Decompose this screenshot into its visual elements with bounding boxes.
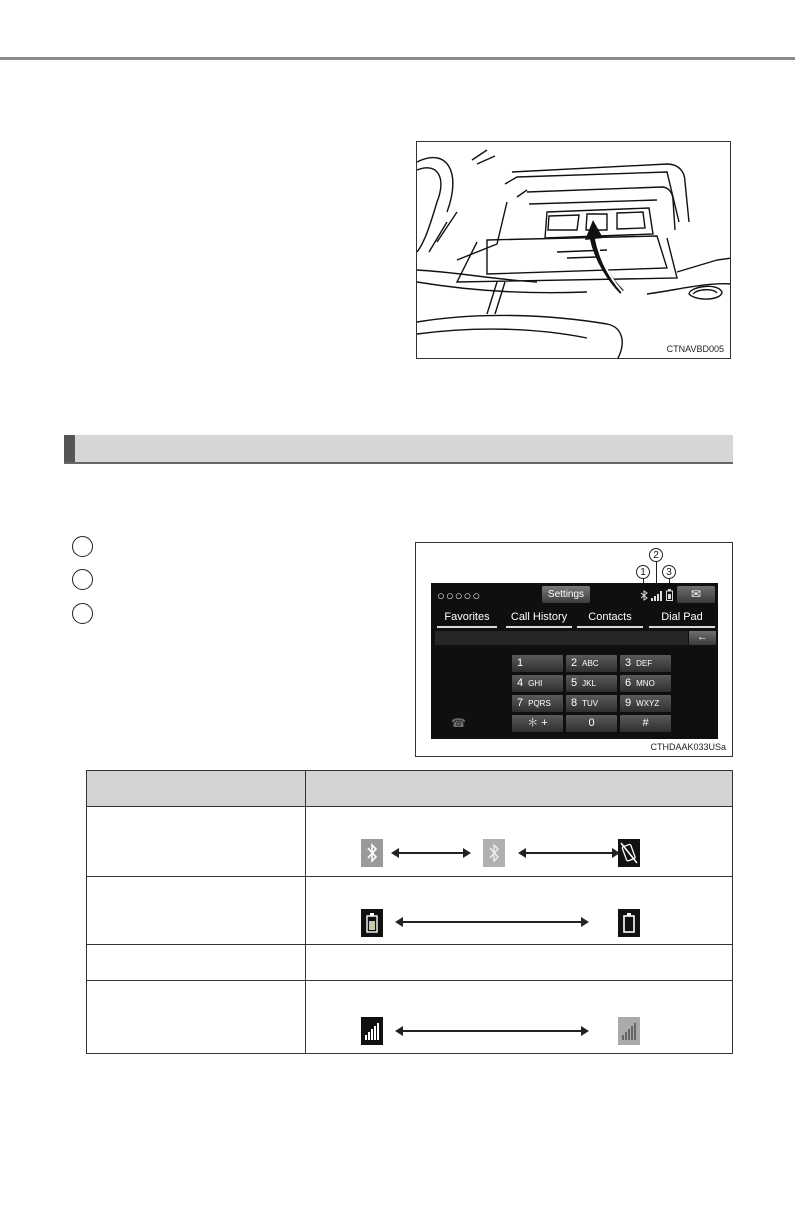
signal-strength-icon xyxy=(361,1017,383,1045)
key-letters: WXYZ xyxy=(636,699,660,708)
phone-handset-icon[interactable]: ☎ xyxy=(451,716,466,730)
number-input[interactable] xyxy=(435,631,688,645)
settings-button[interactable]: Settings xyxy=(542,586,590,603)
key-number: 7 xyxy=(517,697,524,709)
dial-key-1[interactable] xyxy=(512,655,563,672)
dial-key-5[interactable] xyxy=(566,675,617,692)
dial-key-7[interactable] xyxy=(512,695,563,712)
key-number: 1 xyxy=(517,657,524,669)
dial-key-3[interactable] xyxy=(620,655,671,672)
table-row-signal xyxy=(87,981,732,1053)
key-number: 4 xyxy=(517,677,524,689)
key-number: 6 xyxy=(625,677,632,689)
phone-screen-figure xyxy=(415,542,733,757)
column-divider xyxy=(305,945,306,980)
column-divider xyxy=(305,877,306,944)
dial-key-8[interactable] xyxy=(566,695,617,712)
column-divider xyxy=(305,771,306,806)
tab-call-history[interactable]: Call History xyxy=(506,609,572,628)
mail-icon[interactable]: ✉ xyxy=(677,586,715,603)
dial-key-4[interactable] xyxy=(512,675,563,692)
overhead-console-illustration xyxy=(417,142,731,359)
key-number: 2 xyxy=(571,657,578,669)
overhead-console-figure xyxy=(416,141,731,359)
key-number: 9 xyxy=(625,697,632,709)
callout-3: 3 xyxy=(662,565,676,579)
key-letters: GHI xyxy=(528,679,543,688)
list-marker-3 xyxy=(72,603,93,624)
key-letters: PQRS xyxy=(528,699,551,708)
dial-key-9[interactable] xyxy=(620,695,671,712)
list-marker-1 xyxy=(72,536,93,557)
key-letters: DEF xyxy=(636,659,653,668)
table-row-plain xyxy=(87,945,732,981)
key-number: 3 xyxy=(625,657,632,669)
table-row-battery xyxy=(87,877,732,945)
backspace-icon[interactable]: ← xyxy=(689,631,716,645)
table-row-connection xyxy=(87,807,732,877)
tab-contacts[interactable]: Contacts xyxy=(577,609,643,628)
signal-strength-icon xyxy=(618,1017,640,1045)
double-arrow xyxy=(397,1030,587,1032)
dial-key-hash[interactable]: # xyxy=(620,715,671,732)
table-header-row xyxy=(87,771,732,807)
double-arrow xyxy=(393,852,469,854)
dial-key-0[interactable]: 0 xyxy=(566,715,617,732)
tab-favorites[interactable]: Favorites xyxy=(437,609,497,628)
key-letters: ABC xyxy=(582,659,599,668)
phone-not-connected-icon xyxy=(618,839,640,867)
dial-key-6[interactable] xyxy=(620,675,671,692)
key-letters: JKL xyxy=(582,679,596,688)
battery-icon xyxy=(361,909,383,937)
key-letters: TUV xyxy=(582,699,599,708)
section-accent xyxy=(64,435,75,462)
section-header-bar xyxy=(64,435,733,464)
list-marker-2 xyxy=(72,569,93,590)
device-name-placeholder: ○○○○○ xyxy=(437,588,482,603)
bluetooth-icon xyxy=(640,590,648,601)
dial-key-2[interactable] xyxy=(566,655,617,672)
dial-key-star[interactable]: ＊ + xyxy=(512,715,563,732)
figure-code: CTHDAAK033USa xyxy=(650,742,726,752)
column-divider xyxy=(305,807,306,876)
tab-dial-pad[interactable]: Dial Pad xyxy=(649,609,715,628)
column-divider xyxy=(305,981,306,1053)
phone-screen xyxy=(431,583,718,739)
key-number: 5 xyxy=(571,677,578,689)
double-arrow xyxy=(397,921,587,923)
battery-icon xyxy=(666,589,673,601)
indicator-table xyxy=(86,770,733,1054)
signal-strength-icon xyxy=(651,590,663,601)
callout-2: 2 xyxy=(649,548,663,562)
key-number: 8 xyxy=(571,697,578,709)
bluetooth-icon xyxy=(361,839,383,867)
bluetooth-icon xyxy=(483,839,505,867)
key-letters: MNO xyxy=(636,679,655,688)
callout-1: 1 xyxy=(636,565,650,579)
battery-icon xyxy=(618,909,640,937)
figure-code: CTNAVBD005 xyxy=(666,344,724,354)
double-arrow xyxy=(520,852,618,854)
header-rule xyxy=(0,57,795,60)
